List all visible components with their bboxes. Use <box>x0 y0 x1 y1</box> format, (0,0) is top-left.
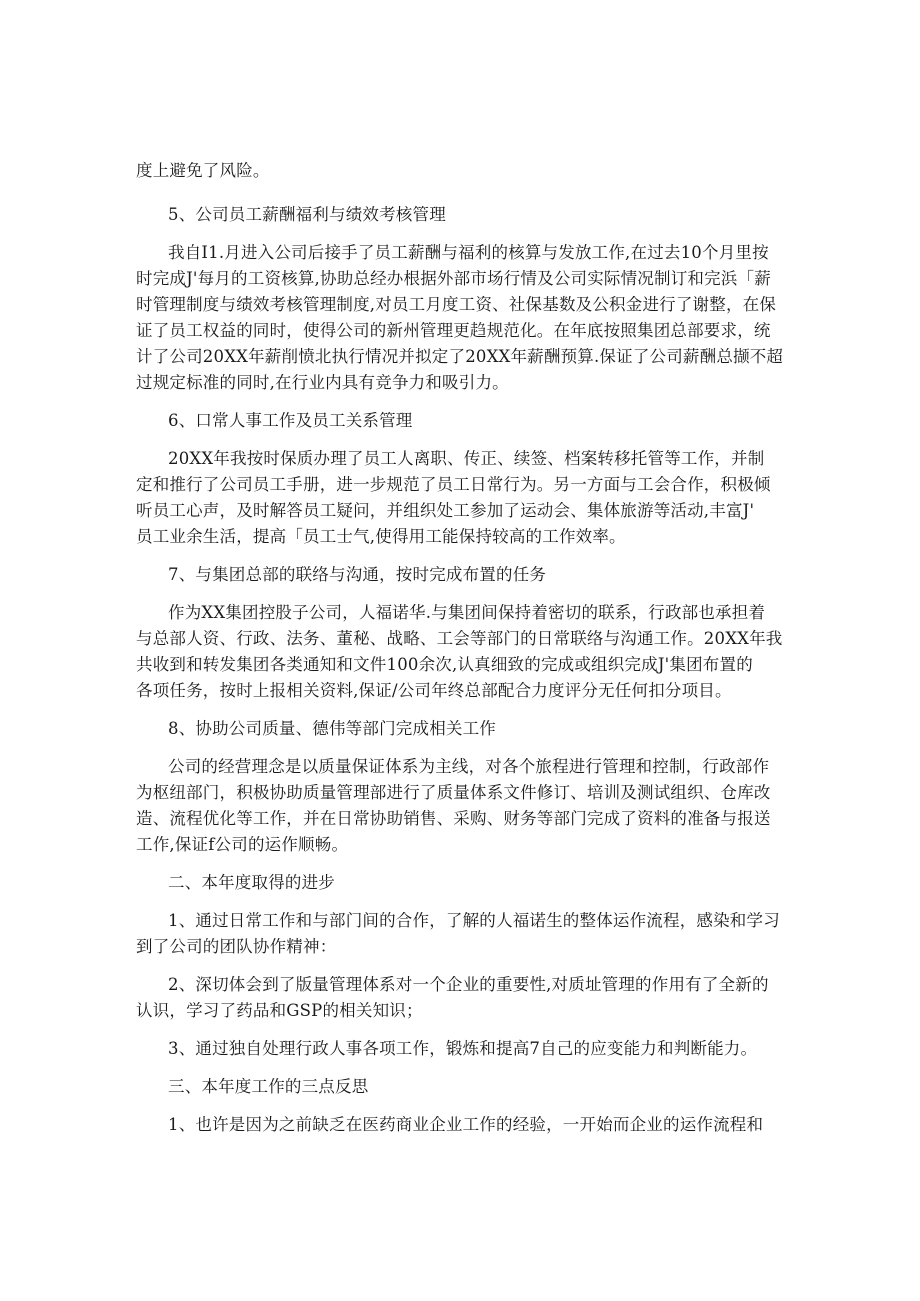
text-line: 员工业余生活，提高「员工士气,使得用工能保持较高的工作效率。 <box>136 527 626 546</box>
text-line: 度上避免了风险。 <box>136 161 270 180</box>
text-line: 2、深切体会到了版量管理体系对一个企业的重要性,对质址管理的作用有了全新的 <box>168 975 769 994</box>
text-line: 过规定标准的同时,在行业内具有竞争力和吸引力。 <box>136 373 509 392</box>
text-line: 公司的经营理念是以质量保证体系为主线，对各个旅程进行管理和控制，行政部作 <box>168 757 770 776</box>
text-line: 共收到和转发集团各类通知和文件100余次,认真细致的完成或组织完成J'集团布置的 <box>136 655 753 674</box>
text-line: 20XX年我按时保质办理了员工人离职、传正、续签、档案转移托管等工作，并制 <box>168 449 765 468</box>
section-heading: 8、协助公司质量、德伟等部门完成相关工作 <box>168 719 496 738</box>
text-line: 听员工心声，及时解答员工疑问，并组织处工参加了运动会、集体旅游等活动,丰富J' <box>136 501 755 520</box>
text-line: 各项任务，按时上报相关资料,保证/公司年终总部配合力度评分无任何扣分项目。 <box>136 681 732 700</box>
text-line: 工作,保证f公司的运作顺畅。 <box>136 835 349 854</box>
text-line: 作为XX集团控股子公司，人福诺华.与集团间保持着密切的联系，行政部也承担着 <box>168 603 766 622</box>
text-line: 证了员工权益的同时，使得公司的新州管理更趋规范化。在年底按照集团总部要求，统 <box>136 321 771 340</box>
text-line: 1、通过日常工作和与部门间的合作，了解的人福诺生的整体运作流程，感染和学习 <box>168 911 780 930</box>
text-line: 与总部人资、行政、法务、董秘、战略、工会等部门的日常联络与沟通工作。20XX年我 <box>136 629 783 648</box>
text-line: 认识，学习了药品和GSP的相关知识； <box>136 1001 423 1020</box>
text-line: 造、流程优化等工作，并在日常协助销售、采购、财务等部门完成了资料的准备与报送 <box>136 809 771 828</box>
text-line: 1、也许是因为之前缺乏在医药商业企业工作的经验，一开始而企业的运作流程和 <box>168 1115 764 1134</box>
text-line: 到了公司的团队协作精神： <box>136 937 337 956</box>
chapter-heading: 二、本年度取得的进步 <box>168 873 335 892</box>
text-line: 时完成J'每月的工资核算,协助总经办根据外部市场行情及公司实际情况制订和完浜「薪 <box>136 269 771 288</box>
text-line: 我自I1.月进入公司后接手了员工薪酬与福利的核算与发放工作,在过去10个月里按 <box>168 243 769 262</box>
section-heading: 7、与集团总部的联络与沟通，按时完成布置的任务 <box>168 565 547 584</box>
text-line: 时管理制度与绩效考核管理制度,对员工月度工资、社保基数及公积金进行了谢整，在保 <box>136 295 777 314</box>
text-line: 为枢纽部门，积极协助质量管理部进行了质量体系文件修订、培训及测试组织、仓库改 <box>136 783 771 802</box>
section-heading: 6、口常人事工作及员工关系管理 <box>168 411 413 430</box>
chapter-heading: 三、本年度工作的三点反思 <box>168 1077 369 1096</box>
section-heading: 5、公司员工薪酬福利与绩效考核管理 <box>168 205 446 224</box>
text-line: 计了公司20XX年薪削愤北执行情况并拟定了20XX年薪酬预算.保证了公司薪酬总撷不超 <box>136 347 784 366</box>
text-line: 定和推行了公司员工手册，进一步规范了员工日常行为。另一方面与工会合作，积极倾 <box>136 475 771 494</box>
text-line: 3、通过独自处理行政人事各项工作，锻炼和提高7自己的应变能力和判断能力。 <box>168 1039 758 1058</box>
